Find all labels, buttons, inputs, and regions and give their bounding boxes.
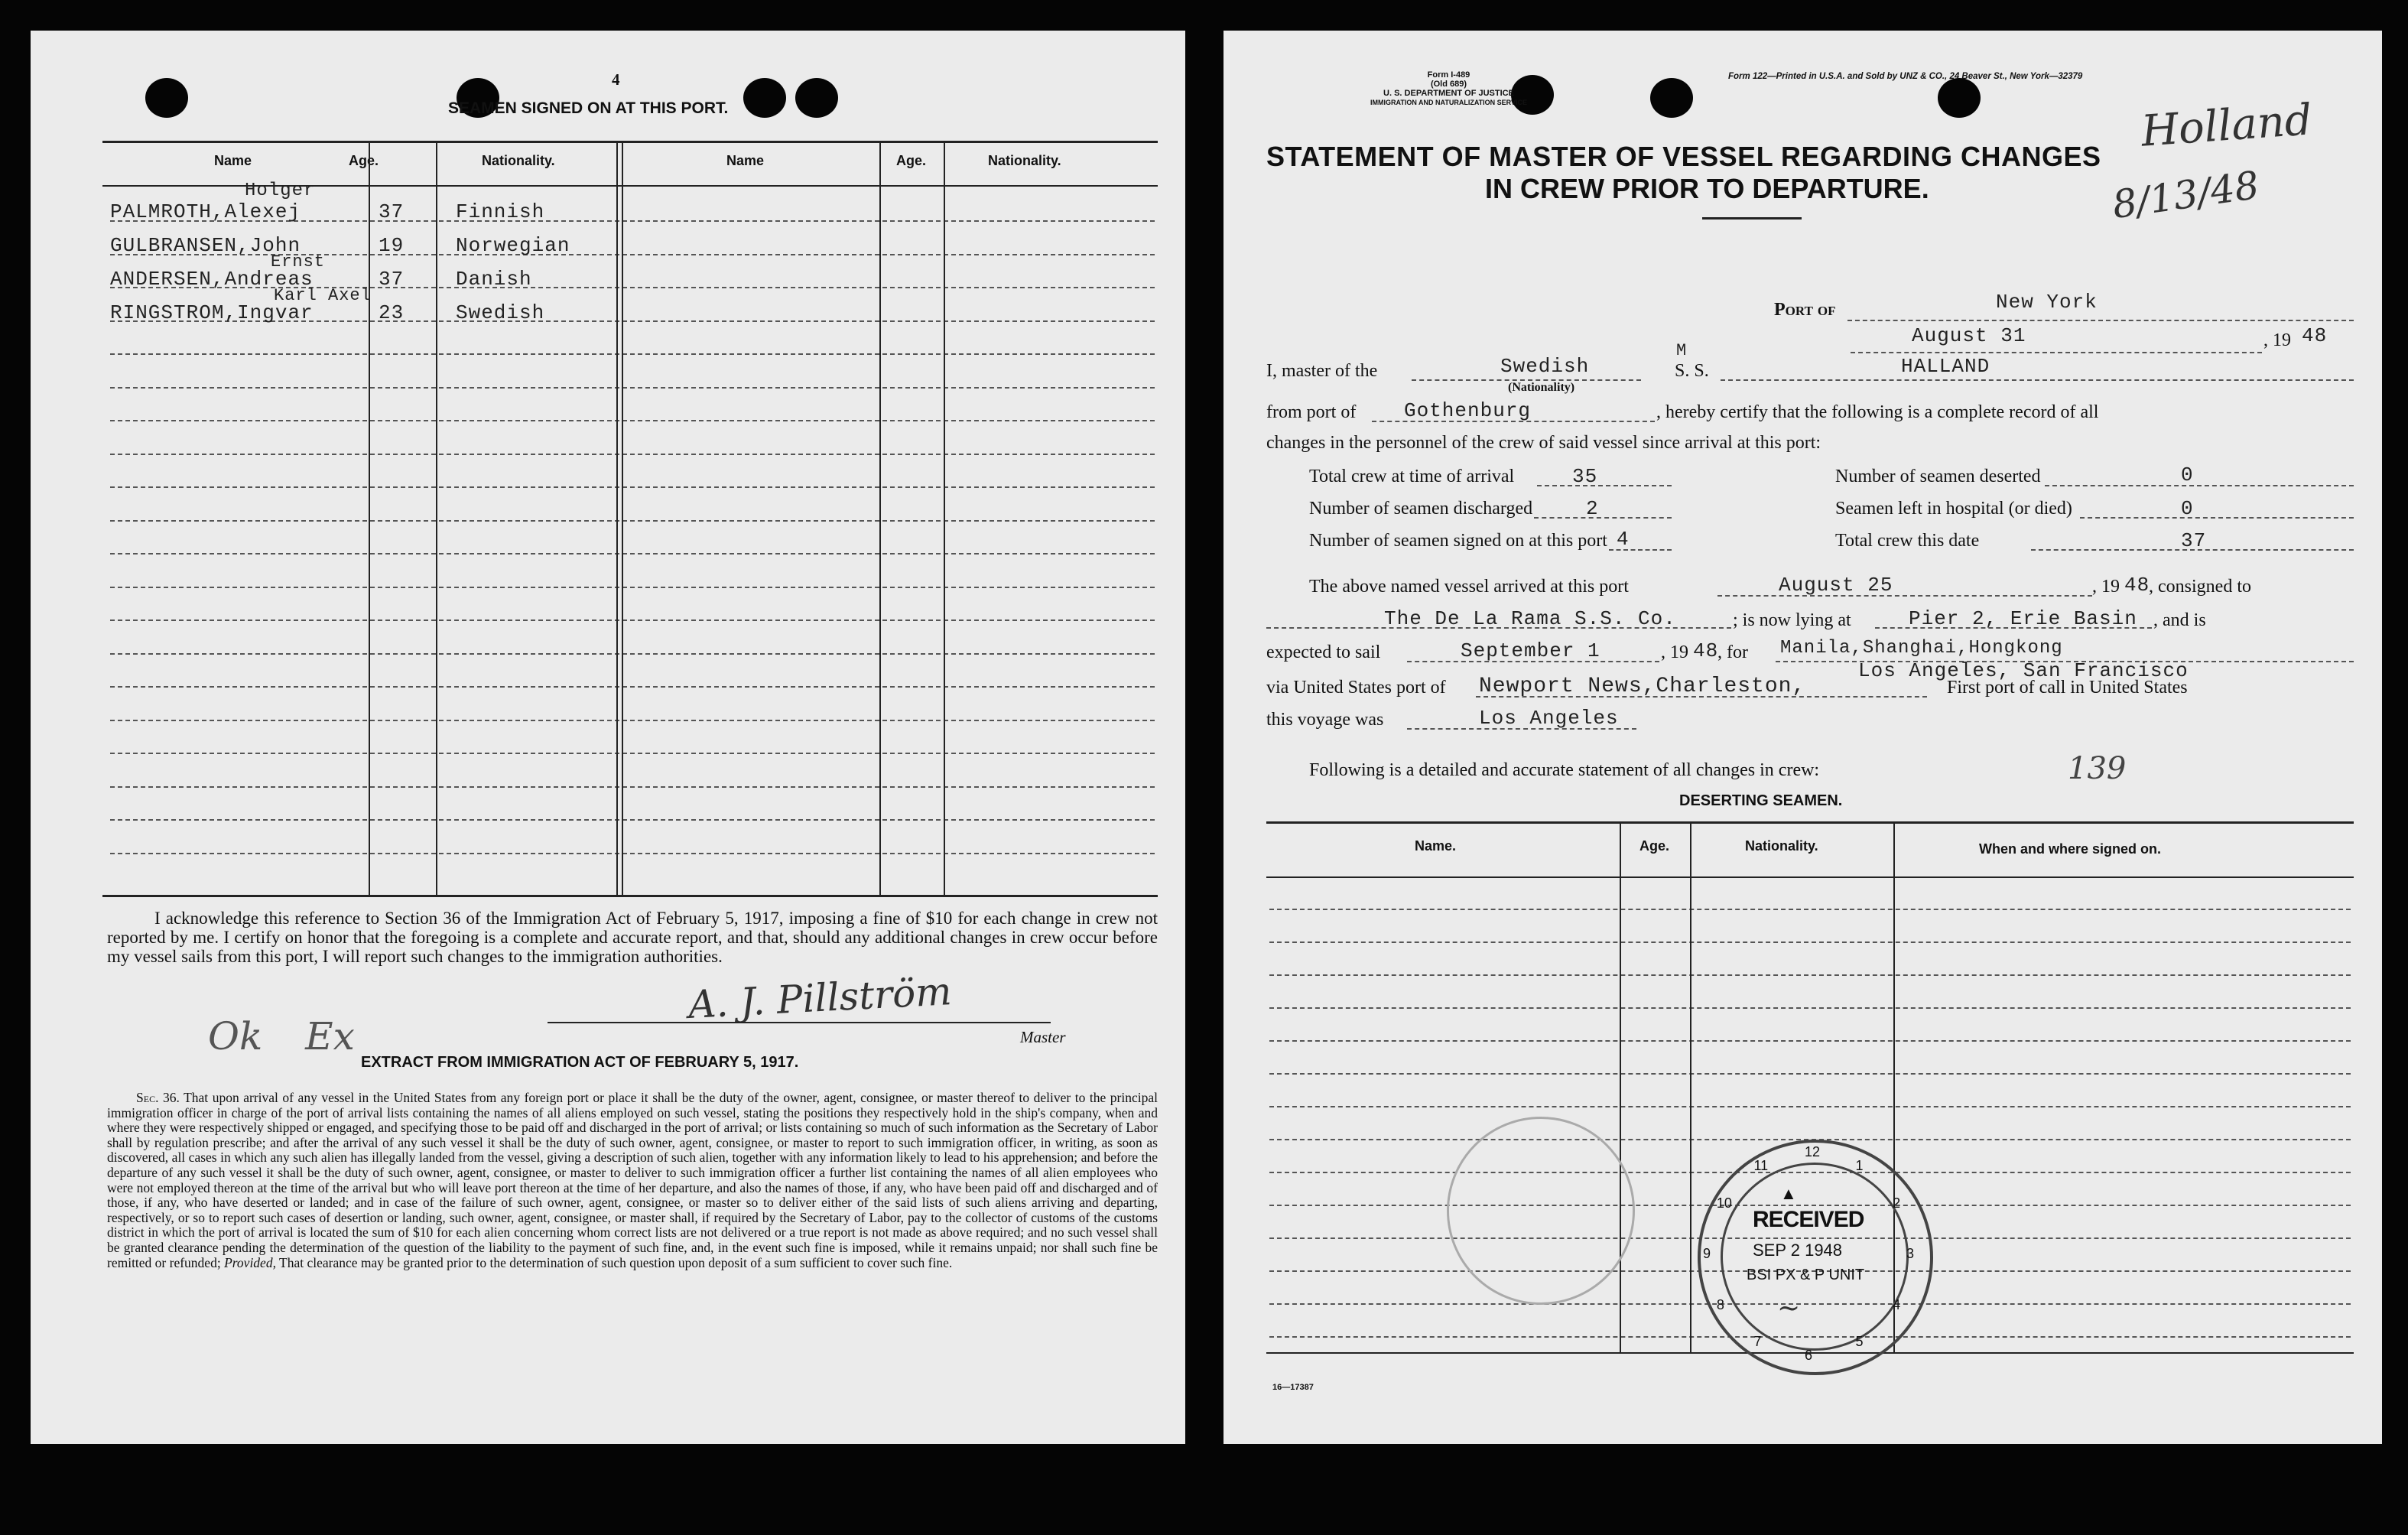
table-rule [110,853,1155,854]
arrived-year-prefix: , 19 [2092,577,2120,597]
seaman-age: 37 [379,200,405,223]
table-rule [1269,1073,2351,1075]
seaman-nationality: Finnish [456,200,545,223]
signed-on-label: Number of seamen signed on at this port [1309,531,1607,551]
seaman-age: 23 [379,301,405,324]
table-rule [110,786,1155,788]
section-label: Sec. 36. [136,1090,180,1105]
stamp-ring-number: 11 [1753,1157,1769,1173]
seaman-given: Ingvar [237,301,314,324]
extract-text [107,1091,1158,1270]
deserted-value: 0 [2181,463,2194,486]
stamp-received: RECEIVED [1753,1207,1864,1232]
section-title: SEAMEN SIGNED ON AT THIS PORT. [448,99,729,117]
via-extra: Los Angeles, San Francisco [1858,659,2189,682]
table-rule [1269,1106,2351,1107]
extract-body: That upon arrival of any vessel in the United States from any foreign port or place it shall be the duty of the owner, agent, consignee, or master thereof to deliver to the principal immigration officer in charge of the port of arrival lists containing the names of all aliens employed on such vessel, stating the positions they respectively hold in the ship's company, when and where they were respectively shipped or engaged, and specifying those to be paid off and discharged in the port of arrival; or lists containing so much of such information as the Secretary of Labor shall by regulation prescribe; and after the arrival of any such vessel it shall be the duty of such owner, agent, consignee, or master to report to such immigration officer, in writing, as soon as discovered, all cases in which any such alien has illegally landed from the vessel, giving a description of such alien, together with any information likely to lead to his apprehension; and before the departure of any such vessel it shall be the duty of such owner, agent, consignee, or master to deliver to such immigration officer a further list containing the names of all alien employees who were not employed thereon at the time of the arrival but who will leave port thereon at the time of her departure, and also the names of those, if any, who have been paid off and discharged and of those, if any, who have deserted or landed; and in case of the failure of such owner, agent, consignee, or master so to deliver either of the said lists of such aliens arriving and departing, respectively, or so to report such cases of desertion or landing, such owner, agent, consignee, or master shall, if required by the Secretary of Labor, pay to the collector of customs of the customs district in which the port of arrival is located the sum of $10 for each alien concerning whom correct lists are not delivered or a true report is not made as above required; and no such vessel shall be granted clearance pending the determination of the question of the liability to the payment of such fine, and, in the event such fine is imposed, while it remains unpaid; nor shall such fine be remitted or refunded; [107,1090,1158,1270]
from-port-label: from port of [1266,402,1357,422]
form-title-line2: IN CREW PRIOR TO DEPARTURE. [1485,173,1929,204]
via-label: via United States port of [1266,678,1446,698]
stamp-ring-number: 10 [1716,1195,1732,1211]
table-rule [110,553,1155,554]
table-row [110,200,301,223]
arrived-label: The above named vessel arrived at this port [1309,577,1629,597]
total-label: Total crew this date [1835,531,1980,551]
table-rule [110,353,1155,355]
table-rule [1269,941,2351,943]
seaman-given: Alexej [224,200,301,223]
changes-text: changes in the personnel of the crew of said vessel since arrival at this port: [1266,433,1821,453]
stamp-star-icon: ▲ [1780,1184,1797,1203]
form-old-number: (Old 689) [1430,80,1467,89]
seaman-nationality: Swedish [456,301,545,324]
seaman-given-above: Karl Axel [274,286,372,305]
nationality-value: Swedish [1500,355,1590,378]
year-value: 48 [2302,324,2328,347]
desert-col-age: Age. [1639,838,1670,854]
extract-title: EXTRACT FROM IMMIGRATION ACT OF FEBRUARY 5, 1917. [361,1054,799,1071]
seaman-surname: PALMROTH, [110,200,225,223]
table-rule [110,653,1155,655]
handwritten-number: 139 [2068,751,2127,786]
table-rule [110,486,1155,488]
stamp-ring-number: 12 [1805,1144,1821,1159]
following-label: Following is a detailed and accurate statement of all changes in crew: [1309,760,1820,780]
table-rule [110,686,1155,688]
faded-stamp [1447,1117,1635,1305]
punch-hole [1938,78,1981,118]
department: U. S. DEPARTMENT OF JUSTICE [1383,89,1514,98]
voyage-value: Los Angeles [1479,707,1619,730]
lying-value: Pier 2, Erie Basin [1909,607,2137,630]
desert-col-name: Name. [1415,838,1457,854]
table-rule [110,387,1155,389]
col-header-age-2: Age. [896,153,927,168]
sail-value: September 1 [1461,639,1600,662]
consigned-label: , consigned to [2149,577,2251,597]
table-rule [110,520,1155,522]
col-header-age: Age. [349,153,379,168]
stamp-ring-number: 3 [1906,1246,1915,1261]
table-rule [1269,974,2351,976]
via-value: Newport News,Charleston, [1479,675,1806,698]
table-rule [110,587,1155,588]
extract-tail: That clearance may be granted prior to the determination of such question upon deposit of a sum sufficient to cover such fine. [279,1254,953,1270]
handwritten-date: 8/13/48 [2109,162,2262,228]
discharged-label: Number of seamen discharged [1309,499,1533,519]
year-prefix: , 19 [2263,330,2291,350]
date-value: August 31 [1912,324,2026,347]
for-label: , for [1717,642,1748,662]
stamp-ring-number: 8 [1716,1296,1724,1312]
punch-hole [1650,78,1693,118]
seaman-age: 19 [379,234,405,257]
punch-hole [795,78,838,118]
service: IMMIGRATION AND NATURALIZATION SERVICE [1370,99,1527,106]
punch-hole [145,78,188,118]
table-rule [110,819,1155,821]
discharged-value: 2 [1586,497,1599,520]
desert-col-signed-on: When and where signed on. [1979,841,2162,857]
col-header-nationality: Nationality. [482,153,555,168]
port-label: Port of [1774,300,1836,320]
signed-on-value: 4 [1617,528,1630,551]
table-rule [110,420,1155,421]
crew-arrival-label: Total crew at time of arrival [1309,467,1515,486]
for-value: Manila,Shanghai,Hongkong [1780,638,2063,659]
stamp-ring-number: 1 [1855,1157,1864,1173]
master-of-label: I, master of the [1266,361,1378,381]
form-footer: 16—17387 [1272,1383,1314,1392]
form-header [1370,70,1527,107]
crew-arrival-value: 35 [1572,465,1598,488]
arrived-value: August 25 [1779,574,1893,597]
table-row [110,301,314,324]
handwritten-vessel-name: Holland [2140,95,2314,157]
table-rule [110,720,1155,721]
col-header-name-2: Name [726,153,765,168]
left-page [31,31,1185,1444]
table-rule [110,620,1155,621]
seaman-given: Andreas [224,268,314,291]
stamp-ring-number: 7 [1753,1334,1762,1350]
nationality-caption: (Nationality) [1508,381,1575,394]
sail-year: 48 [1693,639,1719,662]
master-signature: A. J. Pillström [687,969,953,1027]
punch-hole [743,78,786,118]
from-port-value: Gothenburg [1404,399,1532,422]
table-rule [110,753,1155,754]
seaman-surname: GULBRANSEN, [110,234,250,257]
stamp-ring-number: 4 [1893,1296,1901,1312]
seaman-given: John [249,234,301,257]
stamp-date: SEP 2 1948 [1753,1241,1843,1260]
seaman-surname: RINGSTROM, [110,301,238,324]
printer-line: Form 122—Printed in U.S.A. and Sold by UNZ & CO., 24 Beaver St., New York—32379 [1728,72,2083,81]
certify-text: , hereby certify that the following is a complete record of all [1656,402,2099,422]
table-rule [110,454,1155,455]
master-label: Master [1020,1028,1066,1046]
sail-year-prefix: , 19 [1661,642,1688,662]
stamp-ring-number: 9 [1703,1246,1711,1261]
col-header-name: Name [214,153,252,168]
table-rule [1269,1007,2351,1009]
col-header-nationality-2: Nationality. [988,153,1061,168]
stamp-initials-icon: ~ [1777,1293,1801,1324]
form-title-line1: STATEMENT OF MASTER OF VESSEL REGARDING CHANGES [1266,141,2101,172]
stamp-ring-number: 2 [1893,1195,1901,1211]
form-number: Form I-489 [1427,70,1470,80]
seaman-nationality: Danish [456,268,532,291]
desert-col-nationality: Nationality. [1745,838,1818,854]
acknowledgement-text: I acknowledge this reference to Section 36 of the Immigration Act of February 5, 1917, imposing a fine of $10 for each change in crew not reported by me. I certify on honor that the foregoing is a complete and accurate report, and that, should any additional changes in crew occur before my vessel sails from this port, I will report such changes to the immigration authorities. [107,909,1158,966]
and-is-label: , and is [2153,610,2206,630]
seaman-nationality: Norwegian [456,234,570,257]
seaman-surname: ANDERSEN, [110,268,225,291]
consignee: The De La Rama S.S. Co. [1384,607,1676,630]
ship-type: S. S. [1675,361,1709,381]
page-number: 4 [612,70,620,89]
table-rule [1269,909,2351,910]
stamp-unit: BSI PX & P UNIT [1747,1267,1865,1283]
table-rule [1269,1040,2351,1042]
right-page [1223,31,2382,1444]
deserting-title: DESERTING SEAMEN. [1679,792,1843,809]
ship-type-m: M [1676,341,1688,360]
total-value: 37 [2181,529,2207,552]
seaman-given-above: Ernst [271,252,326,272]
arrived-year: 48 [2124,574,2150,597]
stamp-ring-number: 6 [1805,1348,1813,1363]
sail-label: expected to sail [1266,642,1381,662]
extract-provided: Provided, [224,1254,276,1270]
official-initials: Ok Ex [208,1014,355,1059]
vessel-name: HALLAND [1901,355,1990,378]
deserted-label: Number of seamen deserted [1835,467,2041,486]
port-value: New York [1996,291,2098,314]
seaman-age: 37 [379,268,405,291]
lying-label: ; is now lying at [1733,610,1851,630]
hospital-label: Seamen left in hospital (or died) [1835,499,2072,519]
voyage-label: this voyage was [1266,710,1384,730]
received-stamp [1698,1140,1933,1375]
hospital-value: 0 [2181,497,2194,520]
first-port-label: First port of call in United States [1947,678,2188,698]
seaman-given-above: Holger [245,180,316,201]
stamp-ring-number: 5 [1855,1334,1864,1350]
